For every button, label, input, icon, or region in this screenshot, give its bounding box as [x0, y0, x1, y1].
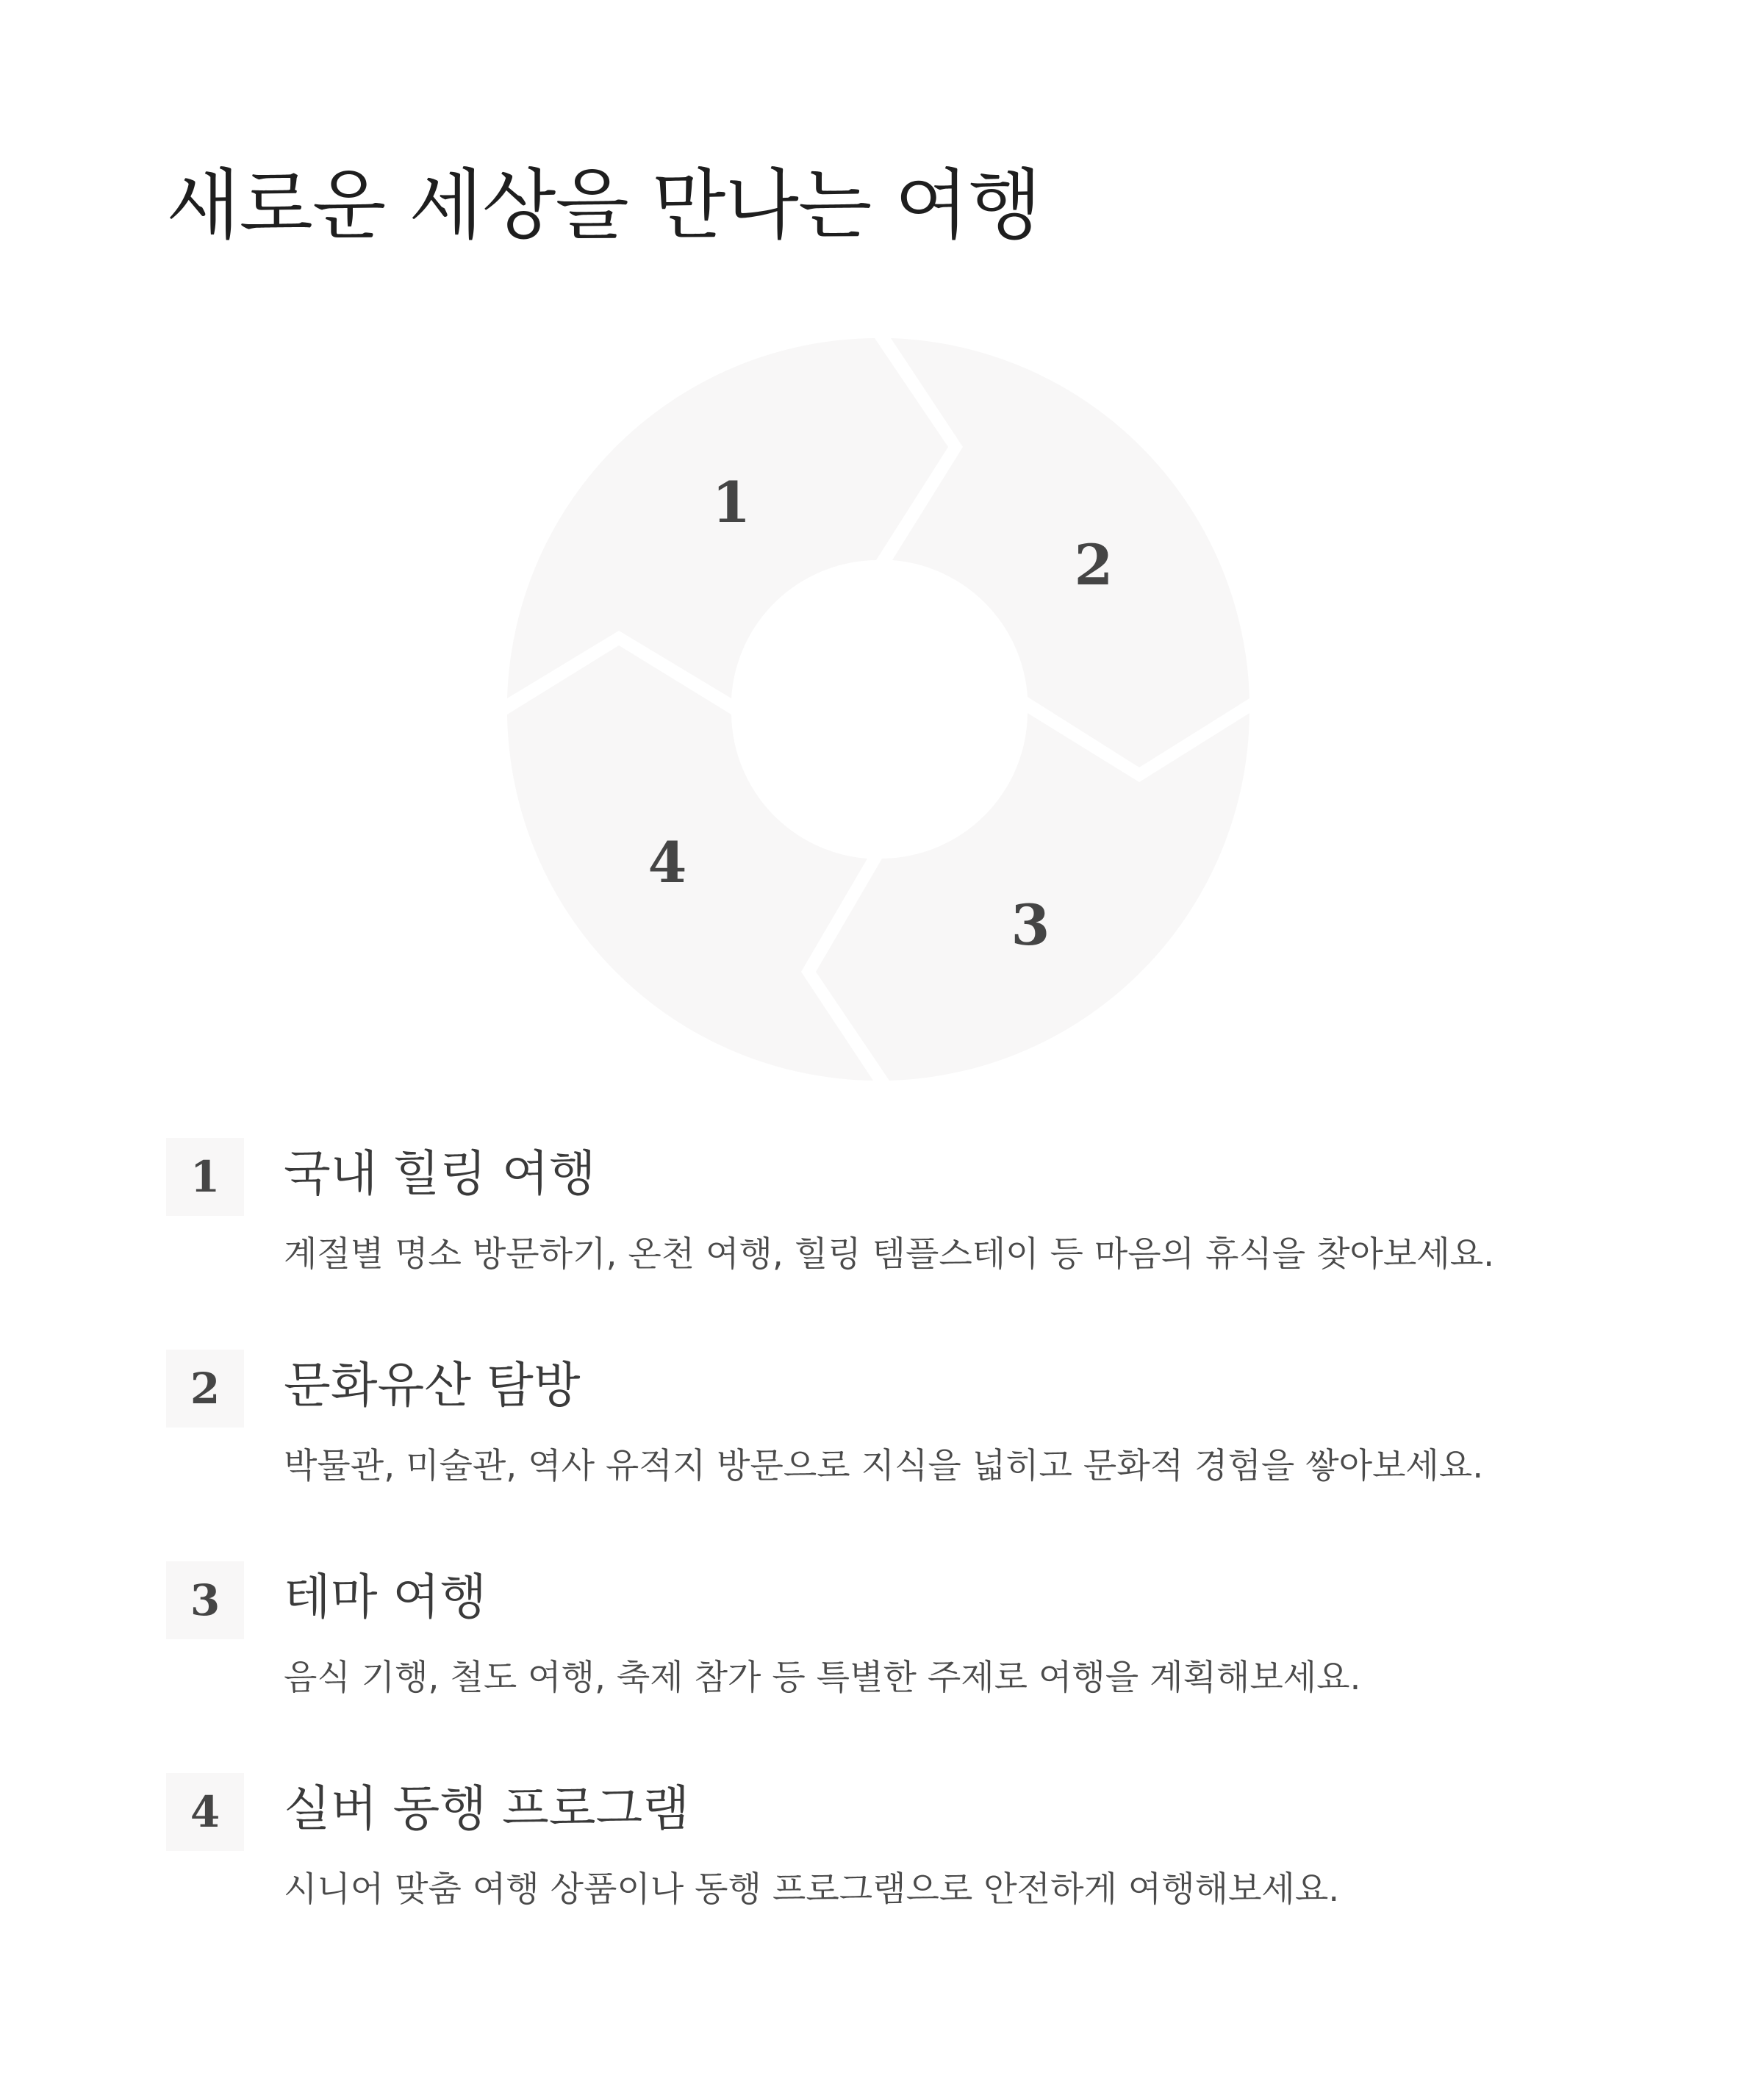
- number-badge: 1: [166, 1138, 244, 1216]
- item-title: 테마 여행: [284, 1569, 487, 1625]
- number-badge: 3: [166, 1561, 244, 1639]
- list-item: [166, 1350, 1636, 1561]
- number-badge: 4: [166, 1773, 244, 1851]
- cycle-segment-2: [891, 338, 1250, 767]
- cycle-segments: [507, 338, 1250, 1081]
- cycle-number-4: 4: [648, 830, 687, 895]
- cycle-number-1: 1: [711, 470, 751, 535]
- cycle-segment-4: [507, 645, 873, 1081]
- list-item: [166, 1138, 1636, 1350]
- item-description: 음식 기행, 철도 여행, 축제 참가 등 특별한 주제로 여행을 계획해보세요.: [284, 1658, 1361, 1698]
- number-badge: 2: [166, 1350, 244, 1428]
- cycle-number-3: 3: [1011, 892, 1050, 958]
- item-title: 문화유산 탐방: [284, 1357, 581, 1414]
- item-title: 국내 힐링 여행: [284, 1145, 596, 1202]
- item-description: 박물관, 미술관, 역사 유적지 방문으로 지식을 넓히고 문화적 경험을 쌓아보세요.: [284, 1446, 1484, 1486]
- list-item: [166, 1561, 1636, 1773]
- item-description: 계절별 명소 방문하기, 온천 여행, 힐링 템플스테이 등 마음의 휴식을 찾아보세요.: [284, 1234, 1495, 1275]
- item-description: 시니어 맞춤 여행 상품이나 동행 프로그램으로 안전하게 여행해보세요.: [284, 1869, 1340, 1910]
- item-title: 실버 동행 프로그램: [284, 1780, 690, 1837]
- travel-list: [166, 1138, 1636, 1985]
- list-item: [166, 1773, 1636, 1985]
- cycle-number-2: 2: [1074, 532, 1114, 598]
- page-title: 새로운 세상을 만나는 여행: [166, 160, 1041, 250]
